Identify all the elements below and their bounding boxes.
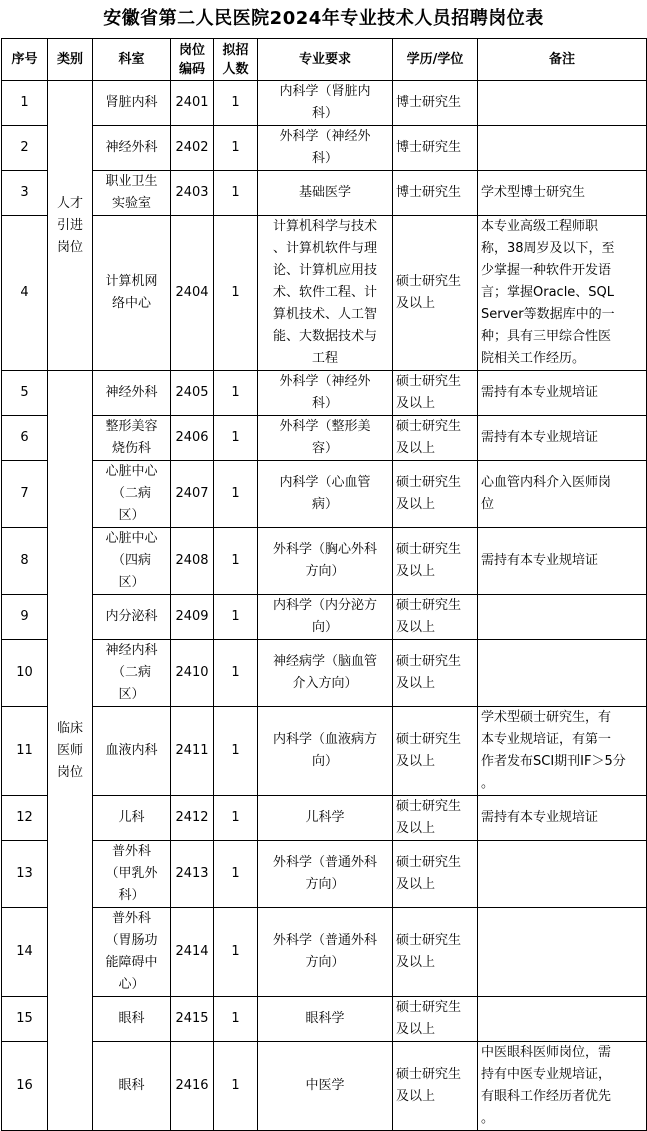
row-no: 10 xyxy=(2,640,48,707)
row-note: 需持有本专业规培证 xyxy=(478,416,647,461)
row-major: 基础医学 xyxy=(258,171,393,216)
row-dept: 整形美容 烧伤科 xyxy=(93,416,171,461)
row-count: 1 xyxy=(214,216,258,371)
row-dept: 儿科 xyxy=(93,796,171,841)
row-no: 12 xyxy=(2,796,48,841)
row-count: 1 xyxy=(214,1042,258,1131)
row-dept: 眼科 xyxy=(93,997,171,1042)
header-major: 专业要求 xyxy=(258,39,393,81)
row-dept: 神经内科 （二病 区） xyxy=(93,640,171,707)
row-no: 2 xyxy=(2,126,48,171)
category-clinical: 临床 医师 岗位 xyxy=(48,371,93,1131)
table-row xyxy=(2,371,647,416)
row-code: 2406 xyxy=(171,416,214,461)
table-row xyxy=(2,640,647,707)
header-code: 岗位 编码 xyxy=(171,39,214,81)
row-major: 内科学（肾脏内 科） xyxy=(258,81,393,126)
row-count: 1 xyxy=(214,595,258,640)
page-title: 安徽省第二人民医院2024年专业技术人员招聘岗位表 xyxy=(103,8,544,29)
table-row xyxy=(2,81,647,126)
row-note xyxy=(478,640,647,707)
row-note: 需持有本专业规培证 xyxy=(478,796,647,841)
row-code: 2411 xyxy=(171,707,214,796)
row-no: 9 xyxy=(2,595,48,640)
row-education: 硕士研究生 及以上 xyxy=(393,841,478,908)
row-code: 2407 xyxy=(171,461,214,528)
row-education: 硕士研究生 及以上 xyxy=(393,1042,478,1131)
row-education: 硕士研究生 及以上 xyxy=(393,997,478,1042)
row-code: 2412 xyxy=(171,796,214,841)
row-dept: 计算机网 络中心 xyxy=(93,216,171,371)
table-row xyxy=(2,461,647,528)
row-code: 2410 xyxy=(171,640,214,707)
row-major: 外科学（普通外科 方向） xyxy=(258,908,393,997)
row-note: 学术型博士研究生 xyxy=(478,171,647,216)
row-note: 需持有本专业规培证 xyxy=(478,528,647,595)
job-table xyxy=(1,38,647,1131)
row-note xyxy=(478,908,647,997)
row-note xyxy=(478,126,647,171)
row-education: 硕士研究生 及以上 xyxy=(393,416,478,461)
row-code: 2405 xyxy=(171,371,214,416)
row-education: 硕士研究生 及以上 xyxy=(393,371,478,416)
row-code: 2402 xyxy=(171,126,214,171)
row-code: 2409 xyxy=(171,595,214,640)
row-count: 1 xyxy=(214,841,258,908)
row-no: 6 xyxy=(2,416,48,461)
row-code: 2415 xyxy=(171,997,214,1042)
row-education: 博士研究生 xyxy=(393,126,478,171)
row-count: 1 xyxy=(214,640,258,707)
row-education: 硕士研究生 及以上 xyxy=(393,595,478,640)
row-count: 1 xyxy=(214,997,258,1042)
row-count: 1 xyxy=(214,126,258,171)
row-no: 7 xyxy=(2,461,48,528)
row-note: 心血管内科介入医师岗 位 xyxy=(478,461,647,528)
row-count: 1 xyxy=(214,908,258,997)
row-code: 2414 xyxy=(171,908,214,997)
row-major: 外科学（神经外 科） xyxy=(258,126,393,171)
row-count: 1 xyxy=(214,461,258,528)
header-education: 学历/学位 xyxy=(393,39,478,81)
row-dept: 眼科 xyxy=(93,1042,171,1131)
row-note: 本专业高级工程师职 称，38周岁及以下，至 少掌握一种软件开发语 言；掌握Oracle、SQL Server等数据库中的一 种；具有三甲综合性医 院相关工作经历。 xyxy=(478,216,647,371)
row-code: 2413 xyxy=(171,841,214,908)
row-no: 3 xyxy=(2,171,48,216)
header-count: 拟招 人数 xyxy=(214,39,258,81)
row-count: 1 xyxy=(214,371,258,416)
row-code: 2416 xyxy=(171,1042,214,1131)
table-row xyxy=(2,126,647,171)
table-row xyxy=(2,416,647,461)
header-dept: 科室 xyxy=(93,39,171,81)
row-note: 中医眼科医师岗位，需 持有中医专业规培证， 有眼科工作经历者优先 。 xyxy=(478,1042,647,1131)
row-education: 硕士研究生 及以上 xyxy=(393,216,478,371)
table-row xyxy=(2,707,647,796)
row-dept: 普外科 （胃肠功 能障碍中 心） xyxy=(93,908,171,997)
row-no: 16 xyxy=(2,1042,48,1131)
table-row xyxy=(2,841,647,908)
row-major: 内科学（血液病方 向） xyxy=(258,707,393,796)
table-row xyxy=(2,796,647,841)
row-major: 外科学（胸心外科 方向） xyxy=(258,528,393,595)
row-education: 硕士研究生 及以上 xyxy=(393,461,478,528)
row-no: 4 xyxy=(2,216,48,371)
row-dept: 神经外科 xyxy=(93,126,171,171)
row-count: 1 xyxy=(214,707,258,796)
row-note xyxy=(478,595,647,640)
row-major: 外科学（整形美 容） xyxy=(258,416,393,461)
row-no: 1 xyxy=(2,81,48,126)
row-dept: 心脏中心 （四病 区） xyxy=(93,528,171,595)
row-dept: 内分泌科 xyxy=(93,595,171,640)
table-row xyxy=(2,595,647,640)
header-category: 类别 xyxy=(48,39,93,81)
row-count: 1 xyxy=(214,528,258,595)
row-no: 15 xyxy=(2,997,48,1042)
row-no: 5 xyxy=(2,371,48,416)
row-major: 眼科学 xyxy=(258,997,393,1042)
row-education: 硕士研究生 及以上 xyxy=(393,528,478,595)
row-no: 14 xyxy=(2,908,48,997)
table-row xyxy=(2,908,647,997)
row-count: 1 xyxy=(214,416,258,461)
row-education: 硕士研究生 及以上 xyxy=(393,707,478,796)
row-code: 2408 xyxy=(171,528,214,595)
row-dept: 肾脏内科 xyxy=(93,81,171,126)
table-row xyxy=(2,216,647,371)
row-note: 学术型硕士研究生，有 本专业规培证，有第一 作者发布SCI期刊IF＞5分 。 xyxy=(478,707,647,796)
row-dept: 职业卫生 实验室 xyxy=(93,171,171,216)
row-note: 需持有本专业规培证 xyxy=(478,371,647,416)
row-dept: 神经外科 xyxy=(93,371,171,416)
row-dept: 普外科 （甲乳外 科） xyxy=(93,841,171,908)
row-education: 博士研究生 xyxy=(393,171,478,216)
row-education: 博士研究生 xyxy=(393,81,478,126)
row-code: 2403 xyxy=(171,171,214,216)
row-code: 2401 xyxy=(171,81,214,126)
row-major: 外科学（神经外 科） xyxy=(258,371,393,416)
row-major: 内科学（内分泌方 向） xyxy=(258,595,393,640)
row-major: 计算机科学与技术 、计算机软件与理 论、计算机应用技 术、软件工程、计 算机技术、人工智 能、大数据技术与 工程 xyxy=(258,216,393,371)
header-row xyxy=(2,39,647,81)
row-dept: 心脏中心 （二病 区） xyxy=(93,461,171,528)
row-note xyxy=(478,81,647,126)
table-row xyxy=(2,1042,647,1131)
row-major: 外科学（普通外科 方向） xyxy=(258,841,393,908)
category-talent: 人才 引进 岗位 xyxy=(48,81,93,371)
row-code: 2404 xyxy=(171,216,214,371)
row-no: 13 xyxy=(2,841,48,908)
row-dept: 血液内科 xyxy=(93,707,171,796)
row-education: 硕士研究生 及以上 xyxy=(393,796,478,841)
row-note xyxy=(478,841,647,908)
row-no: 8 xyxy=(2,528,48,595)
row-education: 硕士研究生 及以上 xyxy=(393,908,478,997)
header-no: 序号 xyxy=(2,39,48,81)
row-count: 1 xyxy=(214,171,258,216)
table-row xyxy=(2,528,647,595)
row-major: 神经病学（脑血管 介入方向） xyxy=(258,640,393,707)
row-count: 1 xyxy=(214,796,258,841)
row-major: 儿科学 xyxy=(258,796,393,841)
table-row xyxy=(2,171,647,216)
row-major: 中医学 xyxy=(258,1042,393,1131)
header-note: 备注 xyxy=(478,39,647,81)
table-row xyxy=(2,997,647,1042)
row-no: 11 xyxy=(2,707,48,796)
row-count: 1 xyxy=(214,81,258,126)
row-note xyxy=(478,997,647,1042)
row-major: 内科学（心血管 病） xyxy=(258,461,393,528)
row-education: 硕士研究生 及以上 xyxy=(393,640,478,707)
